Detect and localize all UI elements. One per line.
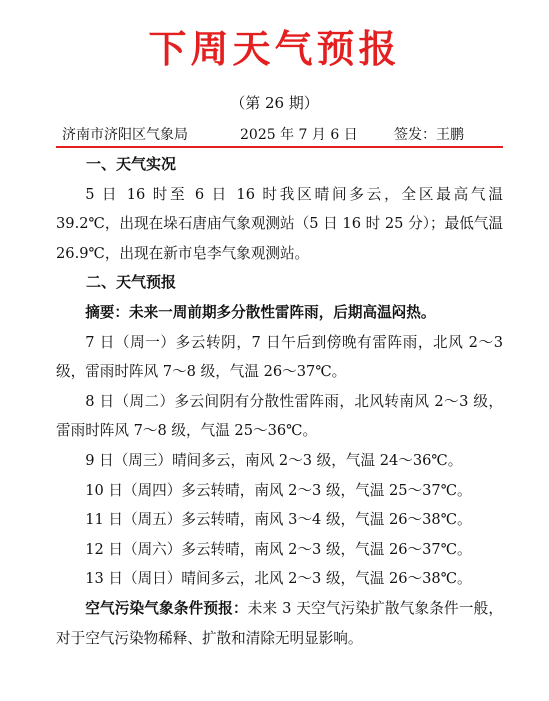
forecast-day-7: 13 日（周日）晴间多云，北风 2～3 级，气温 26～38℃。	[85, 570, 472, 588]
forecast-day-2: 8 日（周二）多云间阴有分散性雷阵雨，北风转南风 2～3 级，雷雨时阵风 7～8 级，气温 25～36℃。	[56, 392, 503, 440]
summary-text: 未来一周前期多分散性雷阵雨，后期高温闷热。	[128, 303, 436, 321]
air-quality-forecast	[56, 594, 503, 653]
forecast-day-5: 11 日（周五）多云转晴，南风 3～4 级，气温 26～38℃。	[85, 511, 472, 529]
signer: 签发：王鹏	[394, 127, 464, 143]
section2-heading: 二、天气预报	[86, 273, 177, 292]
air-quality-text: 未来 3 天空气污染扩散气象条件一般，对于空气污染物稀释、扩散和清除无明显影响。	[56, 599, 503, 647]
forecast-day-3: 9 日（周三）晴间多云，南风 2～3 级，气温 24～36℃。	[85, 451, 463, 469]
forecast-day-6: 12 日（周六）多云转晴，南风 2～3 级，气温 26～37℃。	[85, 540, 472, 558]
page-title: 下周天气预报	[148, 26, 401, 71]
forecast-day-4: 10 日（周四）多云转晴，南风 2～3 级，气温 25～37℃。	[85, 481, 472, 499]
section1-heading: 一、天气实况	[86, 155, 177, 173]
forecast-summary	[56, 298, 503, 328]
document-body	[56, 150, 503, 653]
header-divider	[56, 146, 503, 148]
issue-number: （第 26 期）	[230, 94, 319, 112]
issue-date: 2025 年 7 月 6 日	[240, 127, 358, 143]
agency-name: 济南市济阳区气象局	[62, 127, 188, 143]
summary-label: 摘要：	[85, 303, 129, 321]
section1-text: 5 日 16 时至 6 日 16 时我区晴间多云，全区最高气温 39.2℃，出现在垛石唐庙气象观测站（5 日 16 时 25 分）；最低气温 26.9℃，出现在新市皂李气象观测站。	[56, 185, 503, 262]
air-quality-label: 空气污染气象条件预报：	[85, 599, 248, 617]
forecast-day-1: 7 日（周一）多云转阴，7 日午后到傍晚有雷阵雨，北风 2～3 级，雷雨时阵风 7～8 级，气温 26～37℃。	[56, 333, 503, 381]
